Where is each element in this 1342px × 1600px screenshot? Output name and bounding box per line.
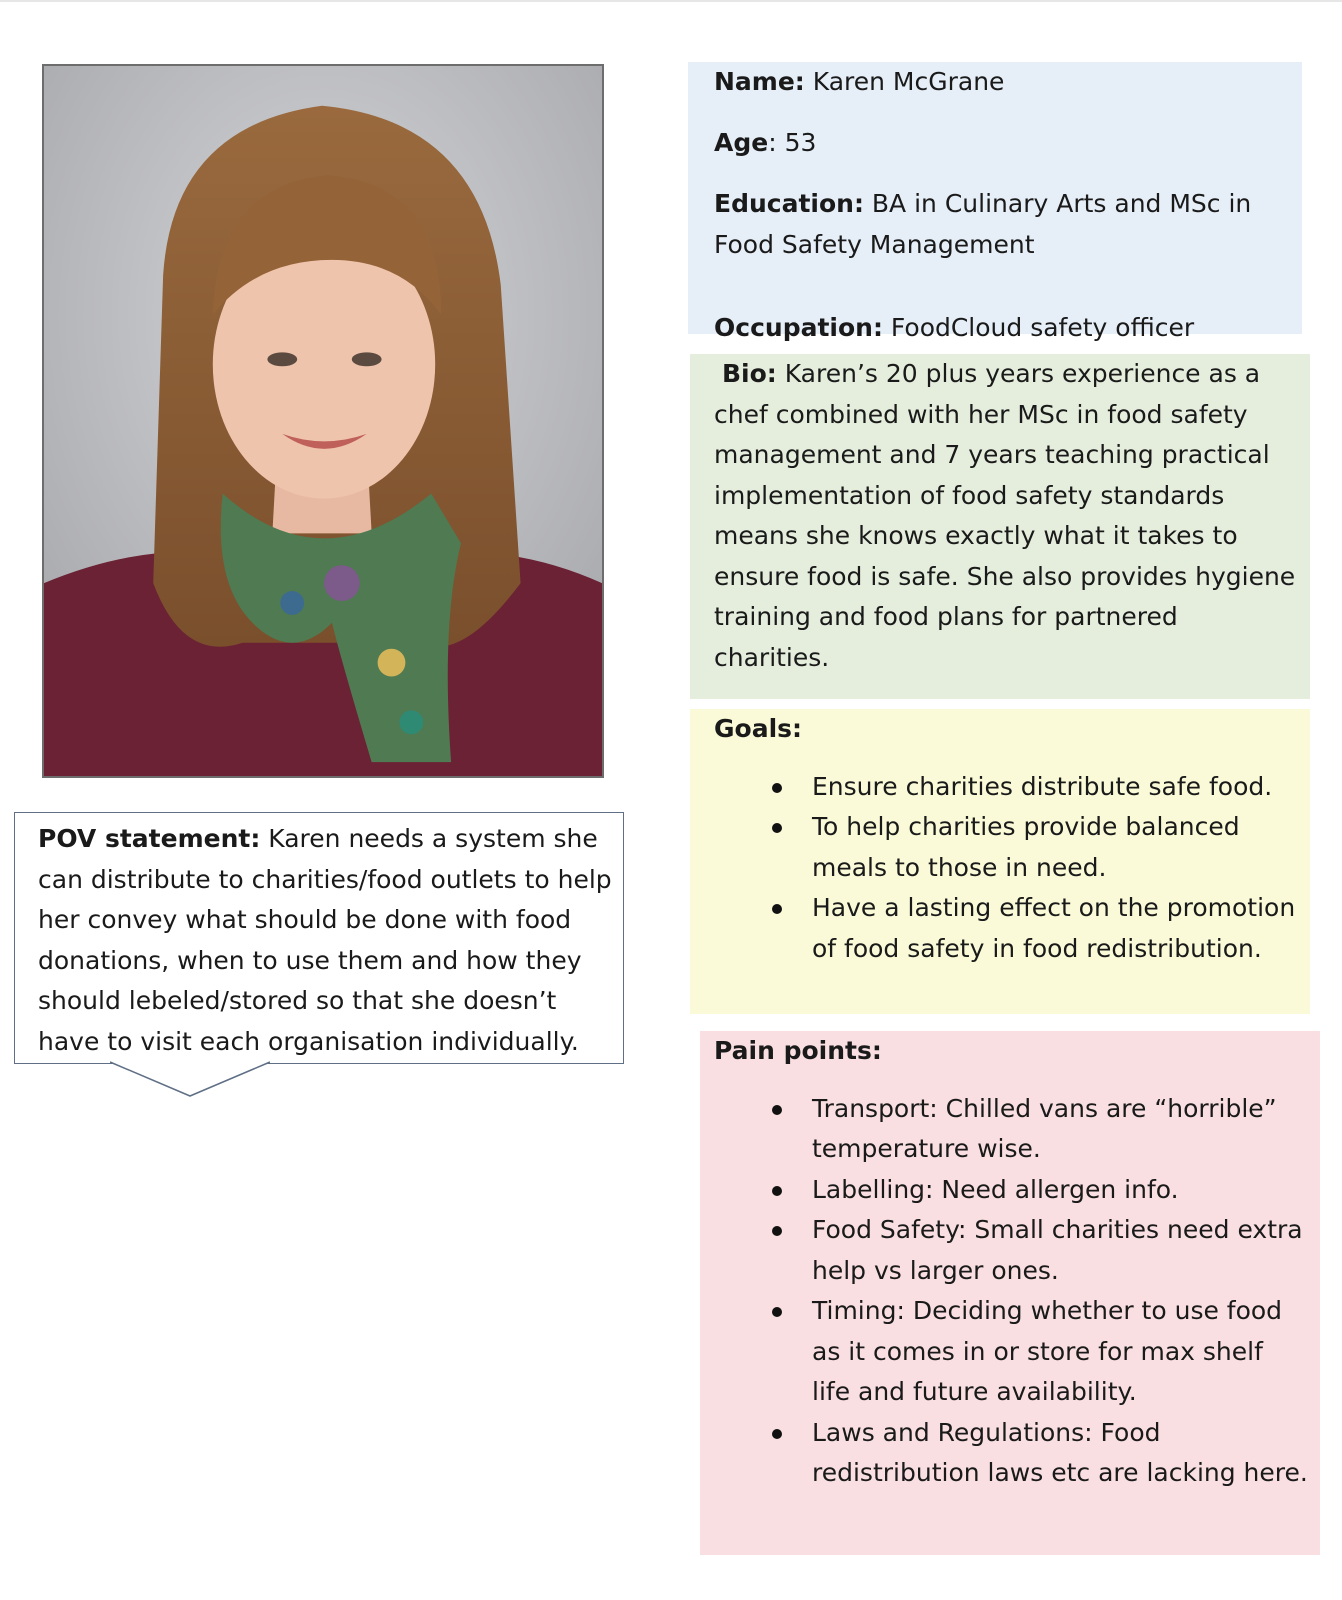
occupation-label: Occupation: xyxy=(714,313,883,342)
bullet-icon xyxy=(772,1186,782,1196)
bullet-icon xyxy=(772,1429,782,1439)
list-item xyxy=(714,1089,1308,1170)
persona-photo xyxy=(42,64,604,778)
list-item xyxy=(714,767,1298,808)
education-label: Education: xyxy=(714,189,864,218)
education-row xyxy=(714,184,1302,308)
age-label: Age xyxy=(714,128,769,157)
age-row xyxy=(714,123,1302,184)
list-item xyxy=(714,1170,1308,1211)
goals-list xyxy=(714,767,1298,970)
callout-pointer xyxy=(110,1060,270,1100)
bullet-icon xyxy=(772,1226,782,1236)
bullet-icon xyxy=(772,1307,782,1317)
pain-point-text: Food Safety: Small charities need extra help vs larger ones. xyxy=(812,1215,1303,1285)
bio-text: Karen’s 20 plus years experience as a chef combined with her MSc in food safety management and 7 years teaching practical implementation of food safety standards means she knows exactly what it takes to ensure food is safe. She also provides hygiene training and food plans for partnered charities. xyxy=(714,359,1296,672)
list-item xyxy=(714,807,1298,888)
name-row xyxy=(714,62,1302,123)
pain-points-panel xyxy=(700,1031,1320,1555)
goal-text: To help charities provide balanced meals to those in need. xyxy=(812,812,1240,882)
pain-point-text: Transport: Chilled vans are “horrible” temperature wise. xyxy=(812,1093,1277,1163)
goal-text: Have a lasting effect on the promotion of food safety in food redistribution. xyxy=(812,893,1296,963)
occupation-value: FoodCloud safety officer xyxy=(890,313,1195,342)
pov-label: POV statement: xyxy=(38,824,261,853)
bio-panel xyxy=(690,354,1310,699)
list-item xyxy=(714,1210,1308,1291)
portrait-illustration xyxy=(44,66,602,776)
bullet-icon xyxy=(772,1105,782,1115)
goals-panel xyxy=(690,709,1310,1014)
goals-heading: Goals: xyxy=(714,714,803,743)
pain-points-heading: Pain points: xyxy=(714,1036,882,1065)
list-item xyxy=(714,1291,1308,1413)
pov-statement-box xyxy=(14,812,624,1064)
pain-point-text: Laws and Regulations: Food redistribution laws etc are lacking here. xyxy=(812,1417,1308,1487)
name-label: Name: xyxy=(714,67,805,96)
list-item xyxy=(714,888,1298,969)
age-value: 53 xyxy=(784,128,817,157)
bullet-icon xyxy=(772,783,782,793)
pain-point-text: Timing: Deciding whether to use food as it comes in or store for max shelf life and future availability. xyxy=(812,1296,1283,1406)
bullet-icon xyxy=(772,904,782,914)
name-value: Karen McGrane xyxy=(812,67,1005,96)
top-border xyxy=(0,0,1342,2)
persona-info-panel xyxy=(688,62,1302,342)
bullet-icon xyxy=(772,823,782,833)
bio-label: Bio: xyxy=(721,359,777,388)
list-item xyxy=(714,1413,1308,1494)
pain-point-text: Labelling: Need allergen info. xyxy=(812,1174,1179,1204)
pain-points-list xyxy=(714,1089,1308,1494)
pov-text: Karen needs a system she can distribute to charities/food outlets to help her convey what should be done with food donations, when to use them and how they should lebeled/stored so that she doesn’t have to visit each organisation individually. xyxy=(38,824,612,1056)
education-value: BA in Culinary Arts and MSc in Food Safety Management xyxy=(714,189,1252,259)
goal-text: Ensure charities distribute safe food. xyxy=(812,771,1273,801)
age-colon: : xyxy=(768,128,777,157)
